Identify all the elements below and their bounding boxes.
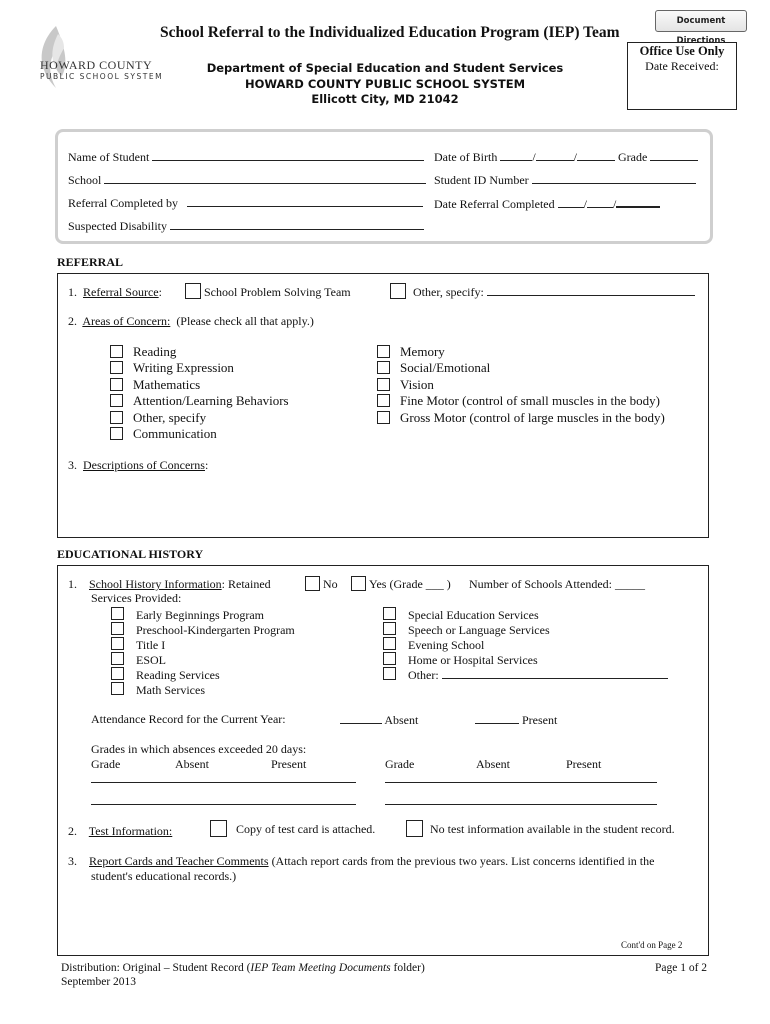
checkbox[interactable] [111, 637, 124, 650]
services-provided-label: Services Provided: [91, 591, 182, 605]
service-math[interactable] [111, 682, 205, 698]
concern-other[interactable] [110, 410, 206, 426]
student-id-row [434, 172, 696, 188]
office-use-label: Office Use Only [639, 44, 725, 58]
service-label: Reading Services [136, 668, 220, 682]
report-cards-row [68, 854, 654, 869]
school-history-label: School History Information [89, 577, 222, 591]
report-cards-label: Report Cards and Teacher Comments [89, 854, 269, 868]
dob-label: Date of Birth [434, 150, 498, 164]
dob-row [434, 149, 698, 165]
col-absent-left: Absent [175, 757, 209, 771]
service-label: Other: [408, 668, 439, 682]
test-information-label: Test Information: [88, 824, 173, 838]
item-number: 1. [68, 577, 77, 591]
continued-note: Cont'd on Page 2 [621, 940, 683, 950]
service-speech[interactable] [383, 622, 550, 638]
service-other-field[interactable] [442, 667, 668, 679]
student-id-label: Student ID Number [434, 173, 529, 187]
item-number: 2. [68, 314, 77, 328]
areas-of-concern-label: Areas of Concern: [82, 314, 171, 328]
referral-by-field[interactable] [187, 195, 423, 207]
test-card-attached[interactable] [210, 820, 375, 837]
retained-no[interactable] [305, 576, 338, 592]
schools-attended: Number of Schools Attended: _____ [469, 577, 645, 591]
student-name-field[interactable] [152, 149, 424, 161]
attendance-absent-label: Absent [384, 713, 419, 727]
item-number: 1. [68, 285, 77, 299]
checkbox[interactable] [383, 637, 396, 650]
concern-reading[interactable] [110, 344, 176, 360]
checkbox[interactable] [377, 411, 390, 424]
attendance-absent [340, 712, 418, 728]
referral-source-label: Referral Source [83, 285, 159, 299]
absence-line-1-left[interactable] [91, 782, 356, 783]
referral-by-row [68, 195, 423, 211]
school-row [68, 172, 426, 188]
service-home-hospital[interactable] [383, 652, 538, 668]
checkbox[interactable] [383, 652, 396, 665]
concern-label: Other, specify [133, 410, 207, 425]
disability-field[interactable] [170, 218, 424, 230]
disability-row [68, 218, 424, 234]
service-title-i[interactable] [111, 637, 165, 653]
service-label: Speech or Language Services [408, 623, 550, 637]
colon: : [204, 458, 209, 472]
concern-label: Attention/Learning Behaviors [133, 393, 289, 408]
checkbox[interactable] [110, 411, 123, 424]
referral-by-label: Referral Completed by [68, 196, 178, 210]
absence-line-2-right[interactable] [385, 804, 657, 805]
attendance-present-field[interactable] [475, 712, 519, 724]
checkbox[interactable] [210, 820, 227, 837]
page-title: School Referral to the Individualized Education Program (IEP) Team [160, 24, 620, 41]
school-history-row [68, 577, 271, 592]
page-number: Page 1 of 2 [655, 962, 708, 974]
service-label: Preschool-Kindergarten Program [136, 623, 295, 637]
attendance-absent-field[interactable] [340, 712, 382, 724]
dob-slash: / [532, 150, 536, 164]
source-other-field[interactable] [487, 284, 695, 296]
checkbox[interactable] [110, 394, 123, 407]
dob-month-field[interactable] [500, 149, 532, 161]
checkbox[interactable] [305, 576, 320, 591]
concern-gross-motor[interactable] [377, 410, 665, 426]
concern-label: Social/Emotional [400, 360, 491, 375]
attendance-present [475, 712, 557, 728]
col-grade-right: Grade [385, 757, 415, 771]
checkbox[interactable] [110, 361, 123, 374]
col-grade-left: Grade [91, 757, 121, 771]
concern-label: Memory [400, 344, 445, 359]
referral-heading: REFERRAL [57, 255, 124, 269]
grade-field[interactable] [650, 149, 698, 161]
revision-date: September 2013 [61, 976, 137, 988]
col-absent-right: Absent [476, 757, 510, 771]
item-number: 2. [68, 824, 77, 838]
test-option-label: Copy of test card is attached. [236, 822, 376, 836]
distribution-note [61, 962, 425, 974]
distribution-suffix: folder) [390, 962, 425, 974]
service-label: Math Services [136, 683, 205, 697]
date-received-label: Date Received: [645, 59, 719, 73]
checkbox[interactable] [406, 820, 423, 837]
col-present-left: Present [271, 757, 307, 771]
dept-line1: Department of Special Education and Student Services [206, 61, 564, 75]
student-name-label: Name of Student [68, 150, 150, 164]
checkbox[interactable] [111, 667, 124, 680]
checkbox[interactable] [111, 622, 124, 635]
retained-yes-label: Yes (Grade ___ ) [369, 577, 451, 591]
checkbox[interactable] [110, 427, 123, 440]
source-option-other-label: Other, specify: [413, 285, 484, 299]
distribution-italic: IEP Team Meeting Documents [250, 962, 391, 974]
checkbox[interactable] [111, 652, 124, 665]
colon: : [158, 285, 162, 299]
concern-attention[interactable] [110, 393, 289, 409]
item-number: 3. [68, 458, 77, 472]
areas-of-concern-row [68, 314, 314, 329]
date-referral-month-field[interactable] [558, 196, 584, 208]
dept-line2: HOWARD COUNTY PUBLIC SCHOOL SYSTEM [244, 76, 526, 91]
student-id-field[interactable] [532, 172, 696, 184]
attendance-present-label: Present [522, 713, 558, 727]
dob-slash: / [573, 150, 578, 164]
school-label: School [68, 173, 102, 187]
concern-memory[interactable] [377, 344, 445, 360]
school-field[interactable] [104, 172, 426, 184]
areas-of-concern-note: (Please check all that apply.) [176, 314, 314, 328]
concern-mathematics[interactable] [110, 377, 200, 393]
service-early-beginnings[interactable] [111, 607, 264, 623]
retained-yes[interactable] [351, 576, 451, 592]
checkbox[interactable] [383, 607, 396, 620]
service-label: ESOL [136, 653, 166, 667]
date-slash: / [612, 197, 617, 211]
concern-label: Writing Expression [133, 360, 234, 375]
checkbox[interactable] [377, 394, 390, 407]
service-label: Title I [136, 638, 166, 652]
date-referral-day-field[interactable] [587, 196, 613, 208]
grade-label: Grade [618, 150, 648, 164]
concern-label: Gross Motor (control of large muscles in the body) [400, 410, 665, 425]
service-special-ed[interactable] [383, 607, 539, 623]
service-label: Early Beginnings Program [136, 608, 264, 622]
descriptions-label: Descriptions of Concerns [83, 458, 205, 472]
concern-communication[interactable] [110, 426, 217, 442]
checkbox[interactable] [390, 283, 406, 299]
source-option-spt-label: School Problem Solving Team [204, 285, 351, 299]
logo-line1: HOWARD COUNTY [40, 58, 153, 72]
service-preschool[interactable] [111, 622, 295, 638]
source-option-other[interactable] [390, 283, 695, 300]
concern-label: Mathematics [133, 377, 201, 392]
document-directions-button[interactable]: Document Directions [655, 10, 747, 32]
referral-source-row [68, 285, 162, 300]
report-cards-text-2: student's educational records.) [91, 869, 237, 883]
no-test-info[interactable] [406, 820, 675, 837]
checkbox[interactable] [351, 576, 366, 591]
grades-exceeded-label: Grades in which absences exceeded 20 days: [91, 742, 307, 756]
retained-label: : Retained [221, 577, 271, 591]
dob-year-field[interactable] [577, 149, 615, 161]
concern-label: Fine Motor (control of small muscles in the body) [400, 393, 660, 408]
checkbox[interactable] [111, 682, 124, 695]
item-number: 3. [68, 854, 77, 868]
service-label: Home or Hospital Services [408, 653, 538, 667]
distribution-prefix: Distribution: Original – Student Record ( [61, 962, 251, 974]
service-label: Evening School [408, 638, 485, 652]
checkbox[interactable] [110, 378, 123, 391]
source-option-spt[interactable] [185, 283, 351, 300]
checkbox[interactable] [383, 667, 396, 680]
attendance-label: Attendance Record for the Current Year: [91, 712, 286, 726]
test-option-label: No test information available in the student record. [430, 822, 675, 836]
concern-label: Reading [133, 344, 177, 359]
absence-line-2-left[interactable] [91, 804, 356, 805]
concern-writing[interactable] [110, 360, 234, 376]
student-name-row [68, 149, 424, 165]
col-present-right: Present [566, 757, 602, 771]
absence-line-1-right[interactable] [385, 782, 657, 783]
dob-day-field[interactable] [536, 149, 574, 161]
checkbox[interactable] [377, 361, 390, 374]
retained-no-label: No [323, 577, 338, 591]
checkbox[interactable] [111, 607, 124, 620]
concern-label: Vision [400, 377, 434, 392]
dept-line3: Ellicott City, MD 21042 [311, 92, 459, 106]
disability-label: Suspected Disability [68, 219, 167, 233]
checkbox[interactable] [383, 622, 396, 635]
concern-label: Communication [133, 426, 217, 441]
service-esol[interactable] [111, 652, 166, 668]
date-referral-year-field[interactable] [616, 195, 660, 208]
checkbox[interactable] [185, 283, 201, 299]
test-information-row [68, 824, 172, 839]
concern-vision[interactable] [377, 377, 434, 393]
descriptions-field[interactable] [70, 476, 690, 532]
date-referral-label: Date Referral Completed [434, 197, 555, 211]
report-cards-text: (Attach report cards from the previous two years. List concerns identified in the [271, 854, 655, 868]
checkbox[interactable] [377, 345, 390, 358]
department-block [200, 61, 570, 108]
date-referral-row [434, 195, 660, 212]
office-use-box [627, 42, 737, 110]
descriptions-row [68, 458, 208, 473]
service-evening-school[interactable] [383, 637, 484, 653]
report-cards-field[interactable] [90, 886, 690, 936]
concern-fine-motor[interactable] [377, 393, 660, 409]
service-label: Special Education Services [408, 608, 539, 622]
logo-line2: PUBLIC SCHOOL SYSTEM [40, 72, 164, 81]
service-other[interactable] [383, 667, 668, 683]
checkbox[interactable] [110, 345, 123, 358]
date-slash: / [583, 197, 587, 211]
checkbox[interactable] [377, 378, 390, 391]
concern-social-emotional[interactable] [377, 360, 490, 376]
service-reading[interactable] [111, 667, 220, 683]
educational-history-heading: EDUCATIONAL HISTORY [57, 547, 204, 561]
